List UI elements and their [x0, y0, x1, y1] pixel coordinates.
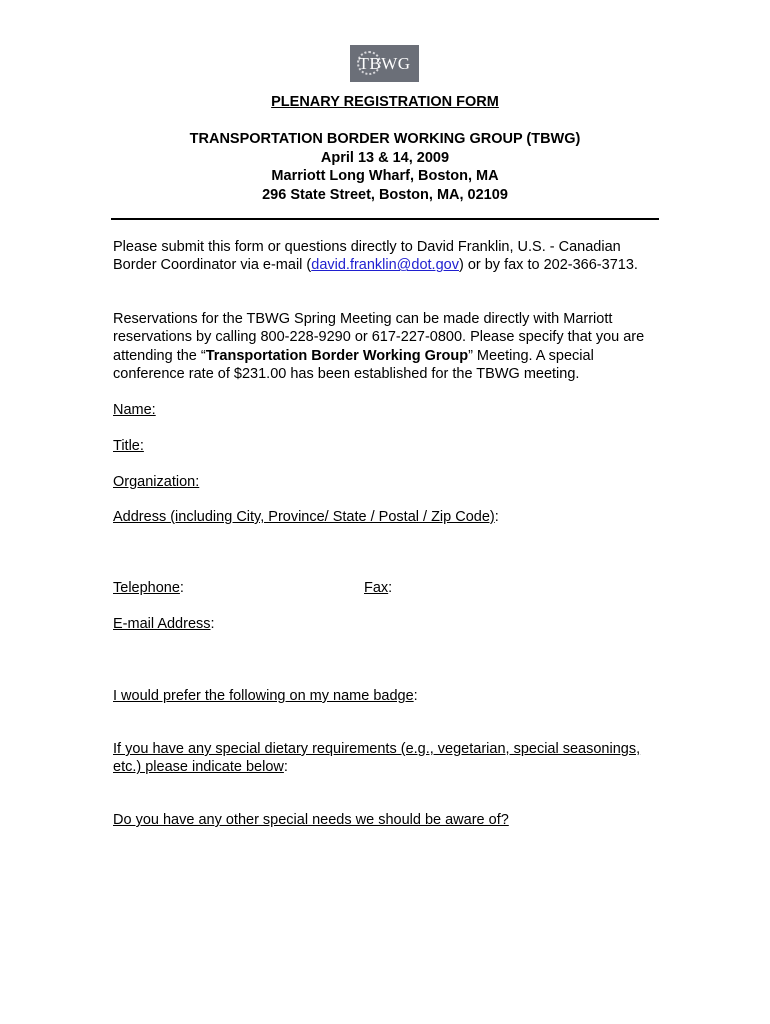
event-address: 296 State Street, Boston, MA, 02109	[262, 186, 508, 203]
reservation-text-start: Reservations for the TBWG Spring Meeting can be made directly with Marriott reservations by calling 800-228-9290 or 617-227-0800. Please specify that you are attending the “	[113, 311, 645, 364]
address-colon: :	[494, 509, 499, 525]
name-badge-label: I would prefer the following on my name badge	[113, 688, 414, 704]
special-needs-field-label[interactable]	[113, 811, 509, 829]
form-title: PLENARY REGISTRATION FORM	[271, 94, 499, 110]
reservation-text-end: ” Meeting. A special conference rate of $231.00 has been established for the TBWG meeting.	[113, 347, 594, 382]
instructions-text-start: Please submit this form or questions directly to David Franklin, U.S. - Canadian Border Coordinator via e-mail (	[113, 239, 621, 274]
instructions-text-end: ) or by fax to 202-366-3713.	[458, 257, 638, 274]
dietary-colon: :	[283, 759, 288, 776]
organization-label: Organization:	[113, 474, 200, 490]
group-name-bold: Transportation Border Working Group	[205, 347, 469, 364]
email-field-label[interactable]	[113, 615, 215, 633]
special-needs-label: Do you have any other special needs we should be aware of?	[113, 812, 509, 828]
email-colon: :	[210, 616, 215, 632]
dietary-field-label[interactable]	[113, 740, 653, 777]
event-header	[0, 130, 770, 204]
address-field-label[interactable]	[113, 508, 499, 526]
coordinator-email-link[interactable]: david.franklin@dot.gov	[311, 257, 459, 274]
name-badge-colon: :	[413, 688, 418, 704]
dietary-label: If you have any special dietary requirements (e.g., vegetarian, special seasonings, etc.) please indicate below	[113, 741, 641, 776]
address-label: Address (including City, Province/ State / Postal / Zip Code)	[113, 509, 495, 525]
event-venue: Marriott Long Wharf, Boston, MA	[271, 168, 499, 184]
name-label: Name:	[113, 402, 156, 418]
submission-instructions	[113, 238, 653, 275]
name-field-label[interactable]	[113, 401, 156, 419]
event-organization: TRANSPORTATION BORDER WORKING GROUP (TBWG)	[189, 131, 581, 147]
fax-colon: :	[388, 580, 393, 596]
reservation-instructions	[113, 310, 653, 383]
telephone-colon: :	[179, 580, 184, 596]
tbwg-logo	[350, 45, 419, 82]
telephone-field-label[interactable]	[113, 579, 184, 597]
fax-field-label[interactable]	[364, 579, 392, 597]
organization-field-label[interactable]	[113, 473, 199, 491]
email-label: E-mail Address	[113, 616, 211, 632]
name-badge-field-label[interactable]	[113, 687, 418, 705]
title-field-label[interactable]	[113, 437, 144, 455]
telephone-label: Telephone	[113, 580, 180, 596]
logo-text: TBWG	[358, 53, 411, 73]
fax-label: Fax	[364, 580, 389, 596]
title-label: Title:	[113, 438, 144, 454]
event-dates: April 13 & 14, 2009	[320, 149, 450, 166]
header-divider	[111, 218, 659, 220]
